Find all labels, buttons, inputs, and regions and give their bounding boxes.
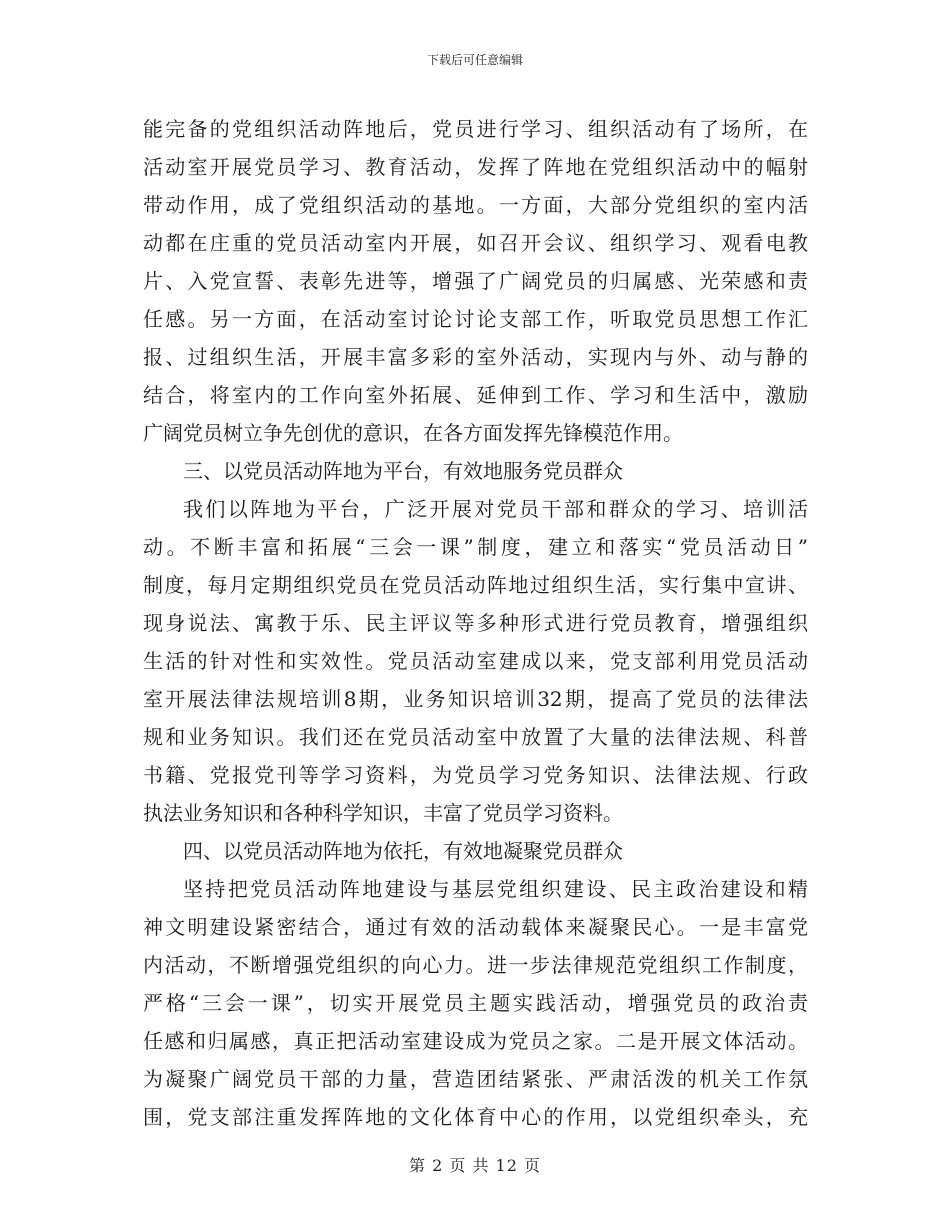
section-heading: 四、以党员活动阵地为依托，有效地凝聚党员群众 (183, 839, 623, 863)
page-footer: 第 2 页 共 12 页 (409, 1156, 541, 1175)
document-body (143, 110, 808, 1136)
body-line: 带动作用，成了党组织活动的基地。一方面，大部分党组织的室内活 (143, 193, 808, 217)
body-line: 围，党支部注重发挥阵地的文化体育中心的作用，以党组织牵头，充 (143, 1105, 808, 1129)
body-line: 报、过组织生活，开展丰富多彩的室外活动，实现内与外、动与静的 (143, 345, 808, 369)
body-line: 室开展法律法规培训8期，业务知识培训32期，提高了党员的法律法 (143, 687, 808, 711)
body-line: 任感。另一方面，在活动室讨论讨论支部工作，听取党员思想工作汇 (143, 307, 808, 331)
body-line: 执法业务知识和各种科学知识，丰富了党员学习资料。 (143, 801, 623, 825)
body-line: 广阔党员树立争先创优的意识，在各方面发挥先锋模范作用。 (143, 421, 683, 445)
body-line: 书籍、党报党刊等学习资料，为党员学习党务知识、法律法规、行政 (143, 763, 808, 787)
section-heading: 三、以党员活动阵地为平台，有效地服务党员群众 (183, 459, 623, 483)
body-line: 为凝聚广阔党员干部的力量，营造团结紧张、严肃活泼的机关工作氛 (143, 1067, 808, 1091)
body-line: 坚持把党员活动阵地建设与基层党组织建设、民主政治建设和精 (183, 877, 808, 901)
body-line: 规和业务知识。我们还在党员活动室中放置了大量的法律法规、科普 (143, 725, 808, 749)
body-line: 生活的针对性和实效性。党员活动室建成以来，党支部利用党员活动 (143, 649, 808, 673)
body-line: 制度，每月定期组织党员在党员活动阵地过组织生活，实行集中宣讲、 (143, 573, 808, 597)
body-line: 动。不断丰富和拓展“三会一课”制度，建立和落实“党员活动日” (143, 535, 808, 559)
body-line: 活动室开展党员学习、教育活动，发挥了阵地在党组织活动中的幅射 (143, 155, 808, 179)
body-line: 能完备的党组织活动阵地后，党员进行学习、组织活动有了场所，在 (143, 117, 808, 141)
body-line: 内活动，不断增强党组织的向心力。进一步法律规范党组织工作制度， (143, 953, 808, 977)
body-line: 结合，将室内的工作向室外拓展、延伸到工作、学习和生活中，激励 (143, 383, 808, 407)
body-line: 现身说法、寓教于乐、民主评议等多种形式进行党员教育，增强组织 (143, 611, 808, 635)
body-line: 任感和归属感，真正把活动室建设成为党员之家。二是开展文体活动。 (143, 1029, 808, 1053)
body-line: 神文明建设紧密结合，通过有效的活动载体来凝聚民心。一是丰富党 (143, 915, 808, 939)
body-line: 严格“三会一课”，切实开展党员主题实践活动，增强党员的政治责 (143, 991, 808, 1015)
body-line: 片、入党宣誓、表彰先进等，增强了广阔党员的归属感、光荣感和责 (143, 269, 808, 293)
page-header: 下载后可任意编辑 (426, 53, 523, 67)
body-line: 动都在庄重的党员活动室内开展，如召开会议、组织学习、观看电教 (143, 231, 808, 255)
body-line: 我们以阵地为平台，广泛开展对党员干部和群众的学习、培训活 (183, 497, 808, 521)
